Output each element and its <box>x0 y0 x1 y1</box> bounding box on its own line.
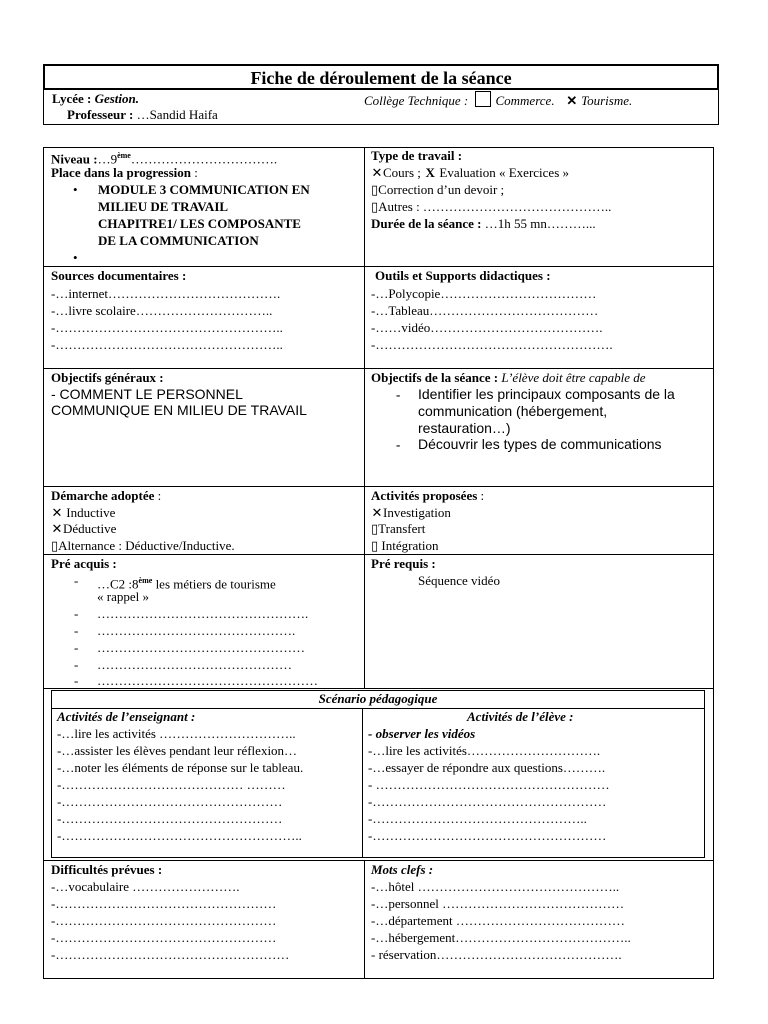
activites-item <box>371 505 451 521</box>
dash-bullet-icon: - <box>74 673 79 688</box>
scenario-ens-line: -…assister les élèves pendant leur réflexion… <box>57 743 298 758</box>
row-divider <box>43 368 714 369</box>
activites-item <box>371 521 425 537</box>
activites-line <box>371 488 484 504</box>
bullet-icon: • <box>73 182 78 197</box>
difficultes-label: Difficultés prévues : <box>51 862 163 877</box>
scenario-eleve-line: - ……………………………………………… <box>368 777 610 792</box>
lycee-label: Lycée : <box>52 91 92 106</box>
obj-seance-item: Découvrir les types de communications <box>418 436 662 452</box>
scenario-ens-line: -…noter les éléments de réponse sur le tableau. <box>57 760 304 775</box>
activites-item-label: Investigation <box>383 505 451 520</box>
module-line-3: CHAPITRE1/ LES COMPOSANTE <box>98 216 301 231</box>
outils-line: -……vidéo…………………………………. <box>371 320 603 335</box>
inductive-check-icon: ✕ <box>51 505 63 520</box>
pre-acquis-first-text: …C2 :8 <box>97 576 139 592</box>
duree-label: Durée de la séance : <box>371 216 482 231</box>
demarche-item <box>51 538 235 554</box>
progression-line <box>51 165 198 181</box>
duree-value: …1h 55 mn………... <box>484 216 596 231</box>
type-travail-label: Type de travail : <box>371 148 463 163</box>
demarche-label: Démarche adoptée <box>51 488 155 503</box>
prof-line <box>67 107 218 123</box>
difficultes-line: -……………………………………………… <box>51 947 290 962</box>
row-divider <box>43 860 714 861</box>
mots-clefs-line: -…département ………………………………… <box>371 913 625 928</box>
alternance-checkbox-icon: ▯ <box>51 538 59 553</box>
mots-clefs-label: Mots clefs : <box>371 862 434 877</box>
autres-label: Autres : …………………………………….. <box>378 199 612 214</box>
pre-acquis-label: Pré acquis : <box>51 556 117 571</box>
dash-bullet-icon: - <box>396 437 401 452</box>
module-line-2: MILIEU DE TRAVAIL <box>98 199 229 214</box>
demarche-item-label: Alternance : Déductive/Inductive. <box>58 538 235 553</box>
mots-clefs-line: - réservation……………………………………. <box>371 947 622 962</box>
difficultes-line: -…………………………………………… <box>51 896 277 911</box>
duree-line <box>371 216 596 232</box>
sources-line: -…………………………………………….. <box>51 320 283 335</box>
obj-generaux-label: Objectifs généraux : <box>51 370 164 385</box>
page-title: Fiche de déroulement de la séance <box>43 64 719 90</box>
dash-bullet-icon: - <box>396 387 401 402</box>
obj-seance-line <box>371 370 646 386</box>
obj-seance-label: Objectifs de la séance : <box>371 370 499 385</box>
deductive-check-icon: ✕ <box>51 521 63 536</box>
scenario-eleve-first: - observer les vidéos <box>368 726 476 741</box>
commerce-label: Commerce. <box>495 93 555 108</box>
pre-requis-label: Pré requis : <box>371 556 436 571</box>
niveau-value: …9 <box>97 151 118 167</box>
scenario-eleve-line: -…essayer de répondre aux questions………. <box>368 760 606 775</box>
obj-seance-item: Identifier les principaux composants de la <box>418 386 675 402</box>
mots-clefs-line: -…hôtel ……………………………………….. <box>371 879 620 894</box>
sources-line: -…internet…………………………………. <box>51 286 281 301</box>
pre-acquis-sup: ème <box>138 576 153 585</box>
outils-label: Outils et Supports didactiques : <box>375 268 551 283</box>
integration-checkbox-icon: ▯ <box>371 538 379 553</box>
scenario-eleve-line: -……………………………………………… <box>368 828 607 843</box>
pre-acquis-second: « rappel » <box>97 589 149 604</box>
scenario-ens-line: -…………………………………………… <box>57 794 283 809</box>
sources-line: -…………………………………………….. <box>51 337 283 352</box>
scenario-ens-line: -……………………………………………….. <box>57 828 302 843</box>
difficultes-line: -…vocabulaire ……………………. <box>51 879 240 894</box>
correction-label: Correction d’un devoir ; <box>378 182 505 197</box>
row-divider <box>43 266 714 267</box>
progression-label: Place dans la progression <box>51 165 192 180</box>
pre-acquis-dots: ……………………………………… <box>97 657 292 672</box>
college-label: Collège Technique : <box>364 93 469 108</box>
demarche-item-label: Déductive <box>63 521 117 536</box>
row-divider <box>43 486 714 487</box>
module-line-4: DE LA COMMUNICATION <box>98 233 259 248</box>
obj-generaux-line: COMMUNIQUE EN MILIEU DE TRAVAIL <box>51 402 307 418</box>
module-line-1: MODULE 3 COMMUNICATION EN <box>98 182 310 197</box>
lycee-line <box>52 91 139 107</box>
bullet-icon: • <box>73 250 78 265</box>
sources-line: -…livre scolaire………………………….. <box>51 303 273 318</box>
demarche-item-label: Inductive <box>66 505 116 520</box>
obj-seance-item: restauration…) <box>418 420 511 436</box>
scenario-eleve-label: Activités de l’élève : <box>467 709 574 724</box>
difficultes-line: -…………………………………………… <box>51 913 277 928</box>
dash-bullet-icon: - <box>74 606 79 621</box>
activites-label: Activités proposées <box>371 488 478 503</box>
pre-acquis-rest: les métiers de tourisme <box>152 576 276 592</box>
scenario-eleve-line: -……………………………………………… <box>368 794 607 809</box>
cours-label: Cours ; <box>383 165 421 180</box>
progression-colon: : <box>191 165 198 180</box>
tourisme-check-icon: ✕ <box>566 93 578 108</box>
type-travail-line2 <box>371 182 504 198</box>
pre-acquis-dots: ………………………………………… <box>97 640 305 655</box>
scenario-title: Scénario pédagogique <box>318 691 438 706</box>
mots-clefs-line: -…personnel …………………………………… <box>371 896 625 911</box>
activites-item <box>371 538 438 554</box>
prof-label: Professeur : <box>67 107 134 122</box>
obj-generaux-line: - COMMENT LE PERSONNEL <box>51 386 243 402</box>
demarche-line <box>51 488 161 504</box>
autres-checkbox-icon: ▯ <box>371 199 379 214</box>
cours-check-icon: ✕ <box>371 165 383 180</box>
outils-line: -…Polycopie……………………………… <box>371 286 597 301</box>
demarche-colon: : <box>154 488 162 503</box>
scenario-ens-line: -…lire les activités ………………………….. <box>57 726 296 741</box>
scenario-eleve-line: -………………………………………….. <box>368 811 587 826</box>
pre-acquis-dots: ………………………………………. <box>97 623 296 638</box>
pre-requis-value: Séquence vidéo <box>418 573 500 588</box>
scenario-ens-line: -…………………………………… ……… <box>57 777 286 792</box>
tourisme-label: Tourisme. <box>581 93 633 108</box>
difficultes-line: -…………………………………………… <box>51 930 277 945</box>
sources-label: Sources documentaires : <box>51 268 187 283</box>
lycee-value: Gestion. <box>94 91 140 106</box>
pre-acquis-dots: …………………………………………. <box>97 606 309 621</box>
mots-clefs-line: -…hébergement………………………………….. <box>371 930 631 945</box>
obj-seance-intro: L’élève doit être capable de <box>501 370 646 385</box>
scenario-eleve-line: -…lire les activités…………………………. <box>368 743 601 758</box>
niveau-dots: ……………………………. <box>130 151 278 167</box>
type-travail-line3 <box>371 199 611 215</box>
scenario-ens-label: Activités de l’enseignant : <box>57 709 196 724</box>
outils-line: -………………………………………………. <box>371 337 613 352</box>
type-travail-line1 <box>371 165 569 181</box>
investigation-check-icon: ✕ <box>371 505 383 520</box>
dash-bullet-icon: - <box>74 640 79 655</box>
evaluation-label: Evaluation « Exercices » <box>439 165 570 180</box>
evaluation-check-icon: X <box>425 165 435 180</box>
outils-line: -…Tableau………………………………… <box>371 303 599 318</box>
obj-seance-item: communication (hébergement, <box>418 403 608 419</box>
main-table-divider <box>364 147 365 688</box>
prof-value: …Sandid Haifa <box>136 107 218 122</box>
niveau-label: Niveau : <box>51 151 98 167</box>
main-table-divider-bottom <box>364 860 365 979</box>
commerce-checkbox[interactable] <box>475 91 491 107</box>
row-divider <box>43 554 714 555</box>
pre-acquis-dots: …………………………………………… <box>97 673 318 688</box>
niveau-sup: ème <box>117 151 131 160</box>
transfert-checkbox-icon: ▯ <box>371 521 379 536</box>
activites-item-label: Transfert <box>378 521 426 536</box>
dash-bullet-icon: - <box>74 623 79 638</box>
scenario-ens-line: -…………………………………………… <box>57 811 283 826</box>
correction-checkbox-icon: ▯ <box>371 182 379 197</box>
dash-bullet-icon: - <box>74 657 79 672</box>
demarche-item <box>51 521 116 537</box>
activites-colon: : <box>477 488 485 503</box>
scenario-col-divider <box>362 708 363 858</box>
demarche-item <box>51 505 115 521</box>
activites-item-label: Intégration <box>378 538 439 553</box>
dash-bullet-icon: - <box>74 573 79 588</box>
college-line <box>364 91 632 109</box>
